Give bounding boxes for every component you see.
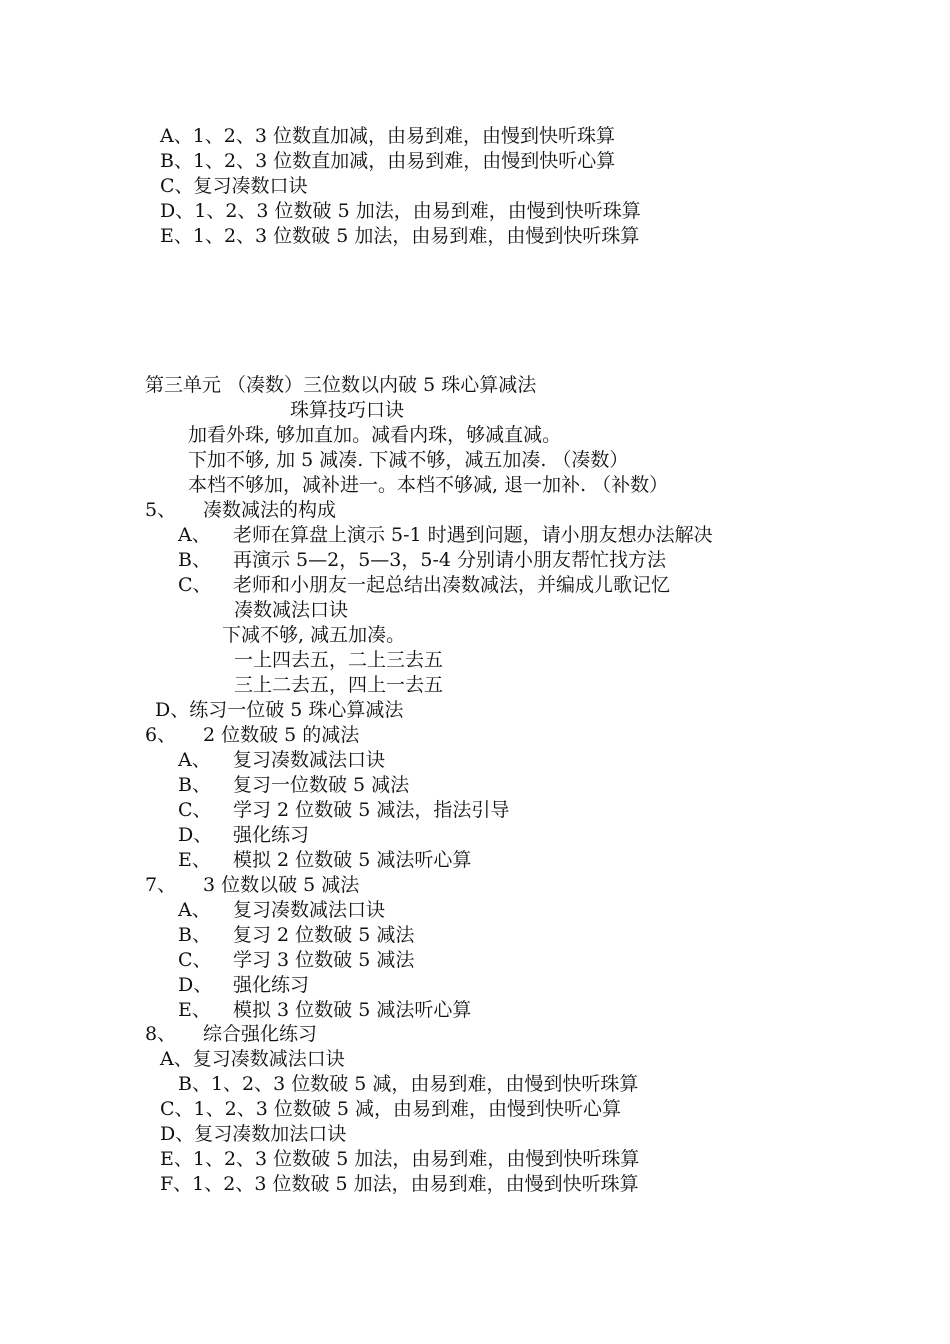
list-item: F、1、2、3 位数破 5 加法，由易到难，由慢到快听珠算 [160, 1173, 639, 1195]
section-number: 8、 [145, 1023, 177, 1045]
section-number: 7、 [145, 874, 177, 896]
item-label: B、 [178, 549, 211, 571]
item-text: 复习凑数减法口诀 [233, 899, 386, 921]
section-title: 2 位数破 5 的减法 [203, 724, 360, 746]
item-label: A、 [178, 899, 211, 921]
section-heading [145, 873, 359, 897]
list-item [178, 748, 385, 772]
item-text: 复习 2 位数破 5 减法 [233, 924, 415, 946]
rhyme-line: 一上四去五，二上三去五 [234, 649, 444, 671]
list-item: D、练习一位破 5 珠心算减法 [155, 699, 404, 721]
rhyme-line: 加看外珠, 够加直加。减看内珠，够减直减。 [188, 424, 562, 446]
section-title: 综合强化练习 [203, 1023, 318, 1045]
list-item [178, 998, 471, 1022]
item-label: E、 [178, 999, 211, 1021]
list-item: A、1、2、3 位数直加减，由易到难，由慢到快听珠算 [160, 125, 616, 147]
list-item: C、复习凑数口诀 [160, 175, 308, 197]
list-item [178, 848, 471, 872]
rhyme-line: 三上二去五，四上一去五 [234, 674, 444, 696]
list-item [178, 948, 414, 972]
item-label: C、 [178, 799, 212, 821]
item-label: D、 [178, 974, 213, 996]
list-item: B、1、2、3 位数破 5 减，由易到难，由慢到快听珠算 [178, 1073, 639, 1095]
list-item: E、1、2、3 位数破 5 加法，由易到难，由慢到快听珠算 [160, 225, 640, 247]
item-label: B、 [178, 774, 211, 796]
list-item: D、复习凑数加法口诀 [160, 1123, 347, 1145]
rhyme-line: 下加不够, 加 5 减凑. 下减不够，减五加凑. （凑数） [188, 449, 629, 471]
section-heading [145, 723, 359, 747]
item-text: 复习凑数减法口诀 [233, 749, 386, 771]
list-item: C、1、2、3 位数破 5 减，由易到难，由慢到快听心算 [160, 1098, 622, 1120]
rhyme-line: 下减不够, 减五加凑。 [222, 624, 406, 646]
section-heading [145, 498, 336, 522]
item-label: A、 [178, 749, 211, 771]
item-label: E、 [178, 849, 211, 871]
item-label: D、 [178, 824, 213, 846]
section-heading [145, 1022, 317, 1046]
item-text: 学习 3 位数破 5 减法 [233, 949, 415, 971]
list-item [178, 973, 309, 997]
item-text: 模拟 2 位数破 5 减法听心算 [233, 849, 472, 871]
section-title: 凑数减法的构成 [203, 499, 337, 521]
list-item [178, 573, 670, 597]
section-number: 6、 [145, 724, 177, 746]
item-text: 强化练习 [233, 824, 310, 846]
item-text: 复习一位数破 5 减法 [233, 774, 410, 796]
list-item: A、复习凑数减法口诀 [160, 1048, 345, 1070]
list-item [178, 823, 309, 847]
rhyme-title: 珠算技巧口诀 [290, 399, 405, 421]
item-label: C、 [178, 574, 212, 596]
unit-title: 第三单元 （凑数）三位数以内破 5 珠心算减法 [145, 374, 537, 396]
rhyme-line: 本档不够加，减补进一。本档不够减, 退一加补. （补数） [188, 474, 669, 496]
item-label: B、 [178, 924, 211, 946]
item-text: 学习 2 位数破 5 减法，指法引导 [233, 799, 510, 821]
list-item: E、1、2、3 位数破 5 加法，由易到难，由慢到快听珠算 [160, 1148, 640, 1170]
item-label: C、 [178, 949, 212, 971]
list-item [178, 923, 414, 947]
item-text: 老师和小朋友一起总结出凑数减法，并编成儿歌记忆 [233, 574, 671, 596]
list-item [178, 523, 713, 547]
item-text: 强化练习 [233, 974, 310, 996]
section-title: 3 位数以破 5 减法 [203, 874, 360, 896]
list-item: D、1、2、3 位数破 5 加法，由易到难，由慢到快听珠算 [160, 200, 641, 222]
item-text: 老师在算盘上演示 5-1 时遇到问题，请小朋友想办法解决 [233, 524, 713, 546]
subtrahend-rhyme-title: 凑数减法口诀 [234, 599, 349, 621]
item-text: 模拟 3 位数破 5 减法听心算 [233, 999, 472, 1021]
list-item [178, 548, 666, 572]
list-item [178, 898, 385, 922]
section-number: 5、 [145, 499, 177, 521]
item-label: A、 [178, 524, 211, 546]
list-item [178, 798, 509, 822]
list-item [178, 773, 409, 797]
item-text: 再演示 5—2，5—3，5-4 分别请小朋友帮忙找方法 [233, 549, 667, 571]
list-item: B、1、2、3 位数直加减，由易到难，由慢到快听心算 [160, 150, 616, 172]
